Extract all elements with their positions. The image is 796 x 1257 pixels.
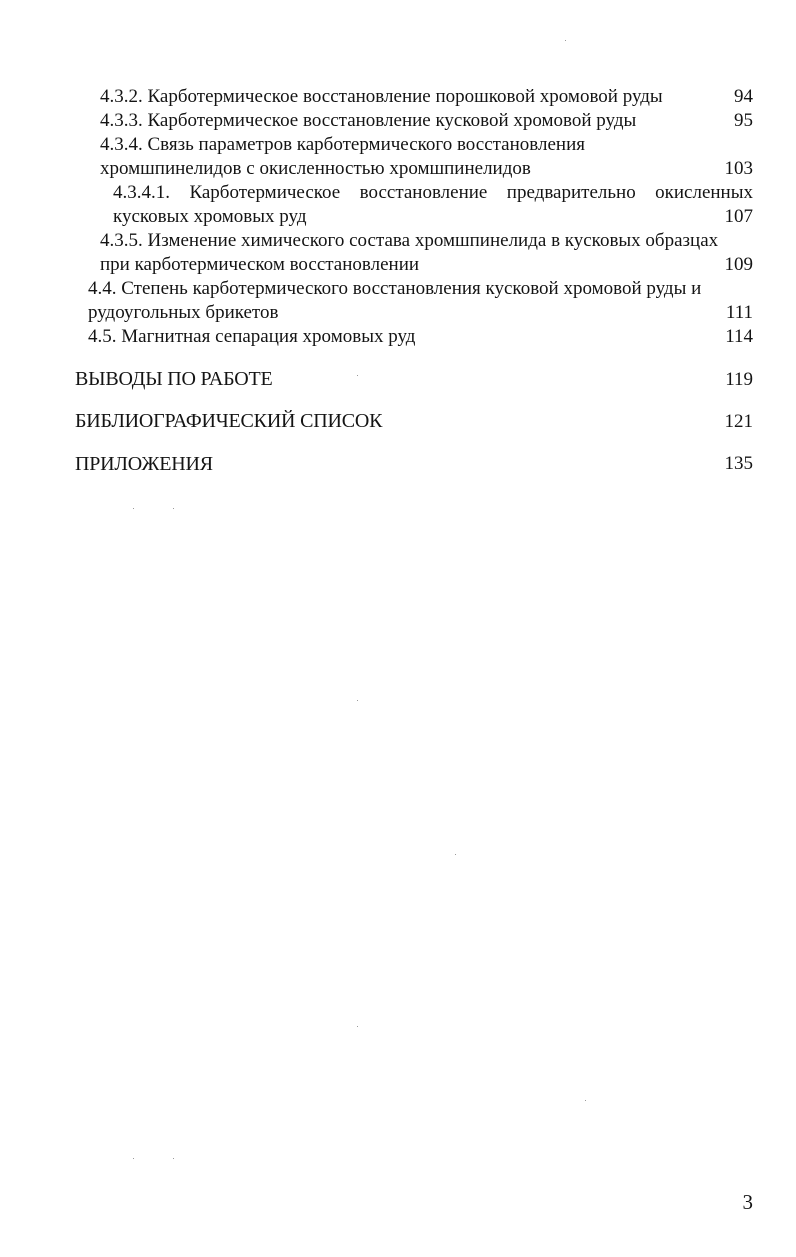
toc-entry-4-3-5-page: 109 bbox=[724, 254, 753, 275]
toc-entry-4-3-5-line-1: 4.3.5. Изменение химического состава хромшпинелида в кусковых образцах bbox=[100, 230, 719, 251]
scan-speck bbox=[585, 1100, 586, 1101]
scan-speck bbox=[357, 700, 358, 701]
toc-entry-4-3-4-line-2: хромшпинелидов с окисленностью хромшпинелидов bbox=[100, 158, 531, 179]
toc-entry-4-3-3-page: 95 bbox=[734, 110, 753, 131]
toc-entry-4-3-4-1-line-1: 4.3.4.1. Карботермическое восстановление предварительно окисленных bbox=[113, 182, 753, 203]
toc-section-conclusions-title: ВЫВОДЫ ПО РАБОТЕ bbox=[75, 368, 273, 390]
toc-entry-4-4-line-1: 4.4. Степень карботермического восстановления кусковой хромовой руды и bbox=[88, 278, 702, 299]
scan-speck bbox=[357, 1026, 358, 1027]
scan-speck bbox=[357, 375, 358, 376]
toc-entry-4-3-4-page: 103 bbox=[724, 158, 753, 179]
toc-entry-4-3-2-line-1: 4.3.2. Карботермическое восстановление порошковой хромовой руды bbox=[100, 86, 663, 107]
toc-entry-4-3-2-page: 94 bbox=[734, 86, 753, 107]
toc-entry-4-3-4-line-1: 4.3.4. Связь параметров карботермического восстановления bbox=[100, 134, 585, 155]
toc-section-appendices-title: ПРИЛОЖЕНИЯ bbox=[75, 453, 213, 475]
toc-entry-4-3-3-line-1: 4.3.3. Карботермическое восстановление кусковой хромовой руды bbox=[100, 110, 637, 131]
scan-speck bbox=[133, 508, 134, 509]
scan-speck bbox=[173, 508, 174, 509]
toc-section-bibliography-title: БИБЛИОГРАФИЧЕСКИЙ СПИСОК bbox=[75, 410, 383, 432]
toc-entry-4-4-page: 111 bbox=[725, 302, 753, 323]
scan-speck bbox=[173, 1158, 174, 1159]
toc-entry-4-5-page: 114 bbox=[725, 326, 753, 347]
toc-section-appendices-page: 135 bbox=[724, 453, 753, 474]
toc-entry-4-3-5-line-2: при карботермическом восстановлении bbox=[100, 254, 420, 275]
toc-entry-4-5-line-1: 4.5. Магнитная сепарация хромовых руд bbox=[88, 326, 416, 347]
toc-entry-4-4-line-2: рудоугольных брикетов bbox=[88, 302, 279, 323]
scan-speck bbox=[565, 40, 566, 41]
page-number: 3 bbox=[742, 1190, 753, 1214]
scan-speck bbox=[455, 854, 456, 855]
toc-entry-4-3-4-1-page: 107 bbox=[724, 206, 753, 227]
toc-section-bibliography-page: 121 bbox=[724, 411, 753, 432]
toc-entry-4-3-4-1-line-2: кусковых хромовых руд bbox=[113, 206, 307, 227]
scan-speck bbox=[133, 1158, 134, 1159]
toc-section-conclusions-page: 119 bbox=[725, 369, 753, 390]
